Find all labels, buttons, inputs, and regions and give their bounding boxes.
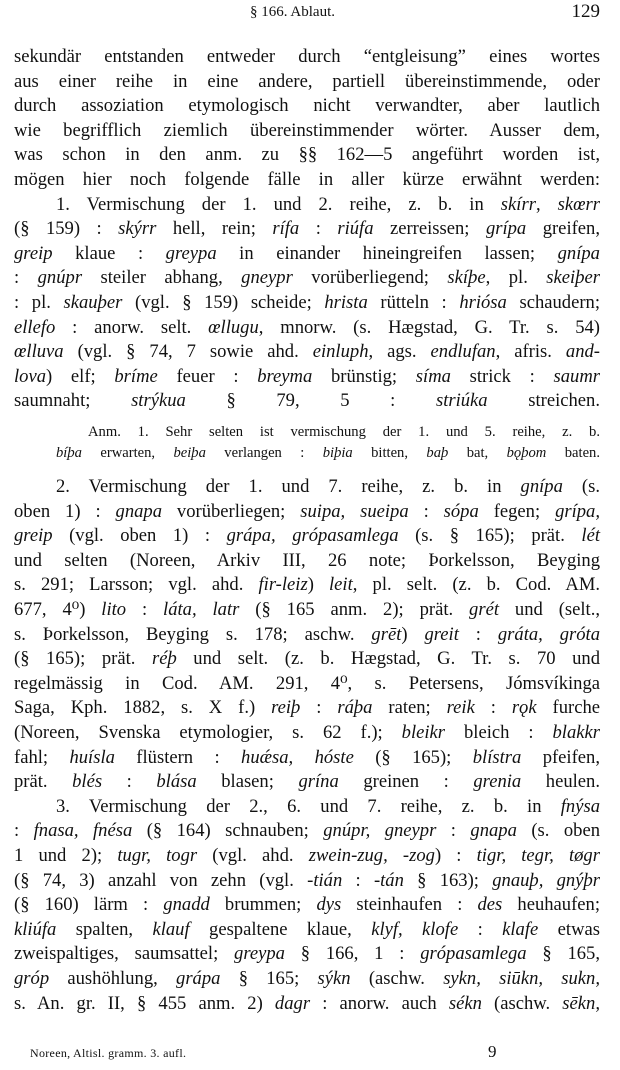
text-run: , mnorw. (s. Hægstad, G. Tr. s. 54) [258, 316, 600, 338]
text-run: (s. [562, 476, 600, 497]
cited-word: saumr [553, 365, 600, 387]
text-run: ) [307, 574, 330, 596]
cited-word: des [477, 894, 503, 916]
text-line [14, 317, 600, 339]
text-run: gespaltene klaue, [189, 918, 372, 940]
footer-signature: Noreen, Altisl. gramm. 3. aufl. [30, 1046, 187, 1060]
text-run: steinhaufen : [341, 894, 478, 916]
text-run: : [342, 869, 374, 891]
text-run: § 165; [220, 968, 318, 989]
text-run: zerreissen; [373, 218, 486, 240]
text-run: § 166, 1 : [284, 943, 421, 965]
text-run: (vgl. § 74, 7 sowie ahd. [63, 341, 313, 363]
text-line [14, 894, 600, 916]
text-line [14, 501, 600, 523]
cited-word: lova [14, 365, 47, 387]
text-run: s. An. gr. II, § 455 anm. 2) [14, 992, 275, 1014]
text-line [14, 218, 600, 240]
text-run: baten. [546, 444, 601, 461]
text-line [14, 46, 600, 68]
text-run: prät. [14, 771, 73, 793]
cited-word: lito [101, 599, 127, 620]
cited-word: zwein-zug, -zog [308, 845, 435, 866]
cited-word: ellefo [14, 316, 56, 338]
text-line [56, 796, 600, 818]
text-run: s. 291; Larsson; vgl. ahd. [14, 574, 259, 596]
text-run: (vgl. ahd. [197, 845, 309, 866]
cited-word: huísla [69, 746, 115, 768]
cited-word: bíþa [56, 444, 82, 461]
cited-word: gnapa [470, 820, 517, 842]
text-line [14, 648, 600, 670]
text-line [14, 144, 600, 166]
text-run: erwarten, [81, 444, 174, 461]
text-run: (Noreen, Svenska etymologier, s. 62 f.); [14, 722, 402, 743]
text-run: s. Þorkelsson, Beyging s. 178; aschw. [14, 623, 372, 645]
text-run: : [300, 697, 338, 719]
cited-word: skœrr [557, 193, 601, 215]
text-run: und selt. (z. b. Hægstad, G. Tr. s. 70 und [176, 648, 600, 670]
cited-word: gnípa [520, 476, 563, 497]
cited-word: gnauþ, gnýþr [492, 869, 600, 891]
text-run: ) : [434, 845, 477, 866]
cited-word: riúfa [337, 218, 374, 240]
text-run: flüstern : [114, 746, 242, 768]
cited-word: einluph [312, 341, 369, 363]
cited-word: dagr [274, 992, 311, 1014]
cited-word: lét [581, 525, 600, 547]
text-run: ) elf; [46, 365, 115, 387]
text-line [14, 292, 600, 314]
cited-word: and- [565, 341, 600, 363]
text-run: vorüberliegend; [292, 267, 448, 289]
text-run: § 163); [403, 869, 493, 891]
text-line [14, 722, 600, 744]
text-run: hell, rein; [156, 218, 273, 240]
text-line [14, 820, 600, 842]
text-run: Anm. 1. Sehr selten ist vermischung der 1. und 5. reihe, z. b. [88, 424, 600, 440]
text-run: greifen, [526, 218, 600, 240]
text-run: (§ 165); prät. [14, 648, 152, 670]
text-line [14, 574, 600, 596]
text-line [14, 919, 600, 941]
text-run: strick : [450, 365, 554, 387]
cited-word: ráþa [337, 697, 373, 719]
cited-word: skíþe [447, 267, 486, 289]
text-line [14, 624, 600, 646]
text-run: fahl; [14, 746, 70, 768]
text-run: und selten (Noreen, Arkiv III, 26 note; Þorkelsson, Beyging [14, 549, 600, 571]
cited-word: bǫþom [506, 444, 547, 461]
text-line [14, 993, 600, 1015]
cited-word: grópasamlega [420, 943, 527, 965]
cited-word: reiþ [271, 697, 301, 719]
text-run: : [14, 820, 34, 842]
text-run: , pl. selt. (z. b. Cod. AM. [352, 574, 600, 596]
text-run: : anorw. auch [310, 992, 449, 1014]
text-run: regelmässig in Cod. AM. 291, 4⁰, s. Petersens, Jómsvíkinga [14, 672, 600, 694]
cited-word: fnasa, fnésa [33, 820, 133, 842]
text-run: heulen. [521, 771, 601, 793]
cited-word: sópa [443, 500, 479, 522]
running-header: § 166. Ablaut. [250, 4, 335, 20]
text-run: : [299, 218, 338, 240]
cited-word: blés [72, 771, 103, 793]
text-line [14, 366, 600, 388]
text-line [14, 267, 600, 289]
text-run: ) [401, 623, 425, 645]
text-run: raten; [372, 697, 447, 719]
text-line [14, 243, 600, 265]
text-run: (§ 165); [353, 746, 473, 768]
cited-word: gróp [14, 968, 50, 989]
note-line [88, 423, 600, 441]
text-line [14, 943, 600, 965]
text-run: steiler abhang, [82, 267, 242, 289]
cited-word: reik [446, 697, 475, 719]
text-line [14, 968, 600, 990]
text-run: zweispaltiges, saumsattel; [14, 943, 235, 965]
page-number: 129 [571, 1, 600, 22]
text-line [14, 747, 600, 769]
cited-word: kliúfa [14, 918, 57, 940]
cited-word: gráta, gróta [497, 623, 600, 645]
cited-word: sēkn, [562, 992, 600, 1014]
text-run: rütteln : [367, 292, 460, 313]
cited-word: leit [329, 574, 353, 596]
text-run: Saga, Kph. 1882, s. X f.) [14, 697, 272, 719]
cited-word: skauþer [63, 292, 123, 313]
cited-word: láta, latr [163, 599, 240, 620]
text-run: bleich : [445, 722, 553, 743]
text-run: brünstig; [312, 365, 416, 387]
cited-word: beiþa [173, 444, 206, 461]
text-run: bitten, [352, 444, 427, 461]
text-run: : [474, 697, 512, 719]
text-run: (§ 160) lärm : [14, 894, 164, 916]
cited-word: síma [415, 365, 451, 387]
text-line [14, 71, 600, 93]
text-run: vorüberliegen; [162, 500, 301, 522]
cited-word: gnapa [115, 500, 163, 522]
text-run: blasen; [196, 771, 299, 793]
cited-word: klafe [502, 918, 539, 940]
text-run: saumnaht; [14, 390, 132, 412]
cited-word: sýkn [317, 968, 351, 989]
cited-word: huǽsa, hóste [241, 746, 354, 768]
text-line [14, 120, 600, 142]
cited-word: blístra [472, 746, 522, 768]
text-run: : [458, 623, 498, 645]
cited-word: grápa [176, 968, 221, 989]
cited-word: klyf, klofe [371, 918, 459, 940]
cited-word: baþ [426, 444, 449, 461]
text-run: (vgl. § 159) scheide; [122, 292, 325, 313]
text-run: in einander hineingreifen lassen; [216, 242, 558, 264]
text-run: durch assoziation etymologisch nicht verwandter, aber lautlich [14, 95, 600, 117]
text-line [14, 95, 600, 117]
text-line [14, 341, 600, 363]
cited-word: grét [469, 599, 499, 620]
text-run: bat, [448, 444, 507, 461]
text-run: 1 und 2); [14, 845, 118, 866]
sheet-number: 9 [488, 1042, 497, 1061]
text-run: streichen. [487, 390, 600, 412]
cited-word: grenia [473, 771, 522, 793]
cited-word: -tán [373, 869, 404, 891]
cited-word: striúka [435, 390, 488, 412]
cited-word: gneypr [241, 267, 293, 289]
text-line [14, 525, 600, 547]
text-line [56, 476, 600, 498]
text-run: 1. Vermischung der 1. und 2. reihe, z. b. in [56, 193, 501, 215]
cited-word: fir-leiz [258, 574, 308, 596]
cited-word: gnúpr, gneypr [323, 820, 437, 842]
text-line [14, 697, 600, 719]
cited-word: hriósa [459, 292, 507, 313]
text-run: § 79, 5 : [185, 390, 436, 412]
text-run: fegen; [478, 500, 556, 522]
text-run: und (selt., [499, 599, 600, 620]
text-line [56, 194, 600, 216]
text-run: : [14, 267, 38, 289]
cited-word: blakkr [552, 722, 600, 743]
text-line [14, 845, 600, 867]
cited-word: grípa [485, 218, 527, 240]
text-run: , pl. [485, 267, 547, 289]
text-run: (§ 74, 3) anzahl von zehn (vgl. [14, 869, 308, 891]
text-line [14, 673, 600, 695]
cited-word: greypa [165, 242, 217, 264]
text-run: etwas [538, 918, 600, 940]
cited-word: rífa [272, 218, 300, 240]
cited-word: greypa [234, 943, 285, 965]
text-run: 3. Vermischung der 2., 6. und 7. reihe, z. b. in [56, 795, 561, 817]
cited-word: sykn, siūkn, sukn, [443, 968, 600, 989]
cited-word: gnadd [163, 894, 210, 916]
cited-word: sékn [448, 992, 482, 1014]
text-run: , afris. [495, 341, 566, 363]
text-run: brummen; [209, 894, 317, 916]
text-run: mögen hier noch folgende fälle in aller kürze erwähnt werden: [14, 169, 600, 190]
cited-word: endlufan [430, 341, 496, 363]
text-run: oben 1) : [14, 500, 116, 522]
text-run: § 165, [526, 943, 600, 965]
cited-word: œlluva [14, 341, 64, 363]
cited-word: hrista [324, 292, 368, 313]
cited-word: grína [298, 771, 339, 793]
text-run: (aschw. [350, 968, 444, 989]
cited-word: biþia [322, 444, 353, 461]
text-run: (§ 159) : [14, 218, 119, 240]
text-line [14, 599, 600, 621]
cited-word: blása [156, 771, 197, 793]
cited-word: greip [14, 242, 53, 264]
text-run: schaudern; [506, 292, 600, 313]
cited-word: greit [424, 623, 459, 645]
text-run: (§ 165 anm. 2); prät. [239, 599, 470, 620]
cited-word: klauf [152, 918, 190, 940]
text-run: aushöhlung, [49, 968, 177, 989]
cited-word: dys [316, 894, 342, 916]
cited-word: fnýsa [560, 795, 600, 817]
text-run: klaue : [52, 242, 166, 264]
text-line [14, 771, 600, 793]
text-run: spalten, [56, 918, 153, 940]
text-run: : [436, 820, 471, 842]
cited-word: tigr, tegr, tøgr [476, 845, 600, 866]
text-line [14, 550, 600, 572]
text-run: : anorw. selt. [55, 316, 209, 338]
text-run: , [535, 193, 558, 215]
cited-word: bleikr [401, 722, 446, 743]
text-run: : pl. [14, 292, 64, 313]
text-run: 677, 4⁰) [14, 599, 102, 620]
cited-word: tugr, togr [117, 845, 198, 866]
text-run: furche [536, 697, 600, 719]
text-run: verlangen : [205, 444, 323, 461]
text-run: was schon in den anm. zu §§ 162—5 angeführt worden ist, [14, 144, 600, 166]
note-line [56, 444, 600, 462]
text-run: (s. oben [516, 820, 600, 842]
cited-word: breyma [257, 365, 313, 387]
text-run: aus einer reihe in eine andere, partiell übereinstimmende, oder [14, 70, 600, 92]
text-run: sekundär entstanden entweder durch “entgleisung” eines wortes [14, 46, 600, 67]
cited-word: -tián [307, 869, 343, 891]
cited-word: gnúpr [37, 267, 83, 289]
text-run: : [126, 599, 164, 620]
text-run: : [458, 918, 503, 940]
cited-word: grēt [371, 623, 402, 645]
cited-word: strýkua [131, 390, 186, 412]
cited-word: greip [14, 525, 53, 547]
cited-word: skeiþer [546, 267, 600, 289]
cited-word: suipa, sueipa [300, 500, 409, 522]
text-run: wie begrifflich ziemlich übereinstimmender wörter. Ausser dem, [14, 119, 600, 141]
text-run: : [408, 500, 444, 522]
text-line [14, 870, 600, 892]
text-run: , ags. [368, 341, 431, 363]
text-run: (aschw. [481, 992, 563, 1014]
text-run: pfeifen, [521, 746, 600, 768]
text-run: 2. Vermischung der 1. und 7. reihe, z. b. in [56, 476, 521, 497]
cited-word: skýrr [118, 218, 157, 240]
text-run: greinen : [338, 771, 474, 793]
text-line [14, 390, 600, 412]
cited-word: bríme [114, 365, 158, 387]
text-run: (vgl. oben 1) : [52, 525, 227, 547]
cited-word: œllugu [208, 316, 259, 338]
cited-word: grípa, [555, 500, 601, 522]
text-run: (§ 164) schnauben; [132, 820, 324, 842]
cited-word: grápa, grópasamlega [226, 525, 399, 547]
text-line [14, 169, 600, 191]
cited-word: réþ [151, 648, 177, 670]
text-run: : [102, 771, 157, 793]
text-run: heuhaufen; [502, 894, 601, 916]
cited-word: skírr [500, 193, 536, 215]
cited-word: gnípa [557, 242, 600, 264]
cited-word: rǫk [511, 697, 537, 719]
text-run: feuer : [157, 365, 258, 387]
text-run: (s. § 165); prät. [398, 525, 582, 547]
